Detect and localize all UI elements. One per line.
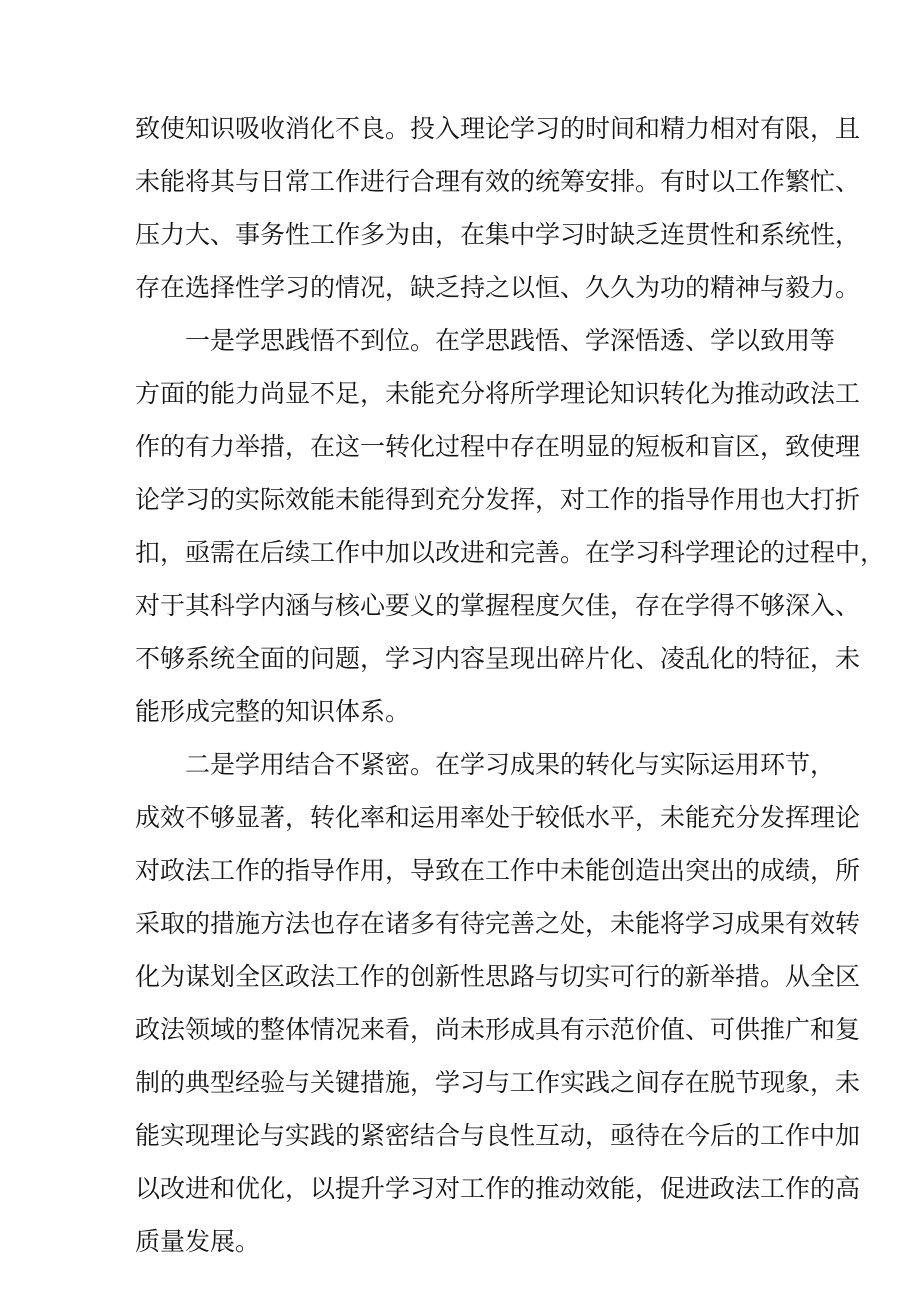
text-line: 制的典型经验与关键措施，学习与工作实践之间存在脱节现象，未 <box>135 1068 861 1097</box>
text-line: 压力大、事务性工作多为由，在集中学习时缺乏连贯性和系统性， <box>135 220 861 249</box>
text-line: 能形成完整的知识体系。 <box>135 697 411 726</box>
text-line: 一是学思践悟不到位。在学思践悟、学深悟透、学以致用等 <box>185 326 836 355</box>
text-line: 化为谋划全区政法工作的创新性思路与切实可行的新举措。从全区 <box>135 962 861 991</box>
text-line: 未能将其与日常工作进行合理有效的统筹安排。有时以工作繁忙、 <box>135 167 861 196</box>
text-line: 采取的措施方法也存在诸多有待完善之处，未能将学习成果有效转 <box>135 909 861 938</box>
text-line: 质量发展。 <box>135 1227 261 1256</box>
text-line: 政法领域的整体情况来看，尚未形成具有示范价值、可供推广和复 <box>135 1015 861 1044</box>
text-line: 对政法工作的指导作用，导致在工作中未能创造出突出的成绩，所 <box>135 856 861 885</box>
text-line: 存在选择性学习的情况，缺乏持之以恒、久久为功的精神与毅力。 <box>135 273 861 302</box>
text-line: 二是学用结合不紧密。在学习成果的转化与实际运用环节， <box>185 750 836 779</box>
text-line: 能实现理论与实践的紧密结合与良性互动，亟待在今后的工作中加 <box>135 1121 861 1150</box>
text-line: 方面的能力尚显不足，未能充分将所学理论知识转化为推动政法工 <box>135 379 861 408</box>
text-line: 致使知识吸收消化不良。投入理论学习的时间和精力相对有限，且 <box>135 114 861 143</box>
text-line: 扣，亟需在后续工作中加以改进和完善。在学习科学理论的过程中， <box>135 538 886 567</box>
text-line: 作的有力举措，在这一转化过程中存在明显的短板和盲区，致使理 <box>135 432 861 461</box>
text-line: 成效不够显著，转化率和运用率处于较低水平，未能充分发挥理论 <box>135 803 861 832</box>
text-line: 对于其科学内涵与核心要义的掌握程度欠佳，存在学得不够深入、 <box>135 591 861 620</box>
text-line: 以改进和优化，以提升学习对工作的推动效能，促进政法工作的高 <box>135 1174 861 1203</box>
text-line: 不够系统全面的问题，学习内容呈现出碎片化、凌乱化的特征，未 <box>135 644 861 673</box>
text-line: 论学习的实际效能未能得到充分发挥，对工作的指导作用也大打折 <box>135 485 861 514</box>
